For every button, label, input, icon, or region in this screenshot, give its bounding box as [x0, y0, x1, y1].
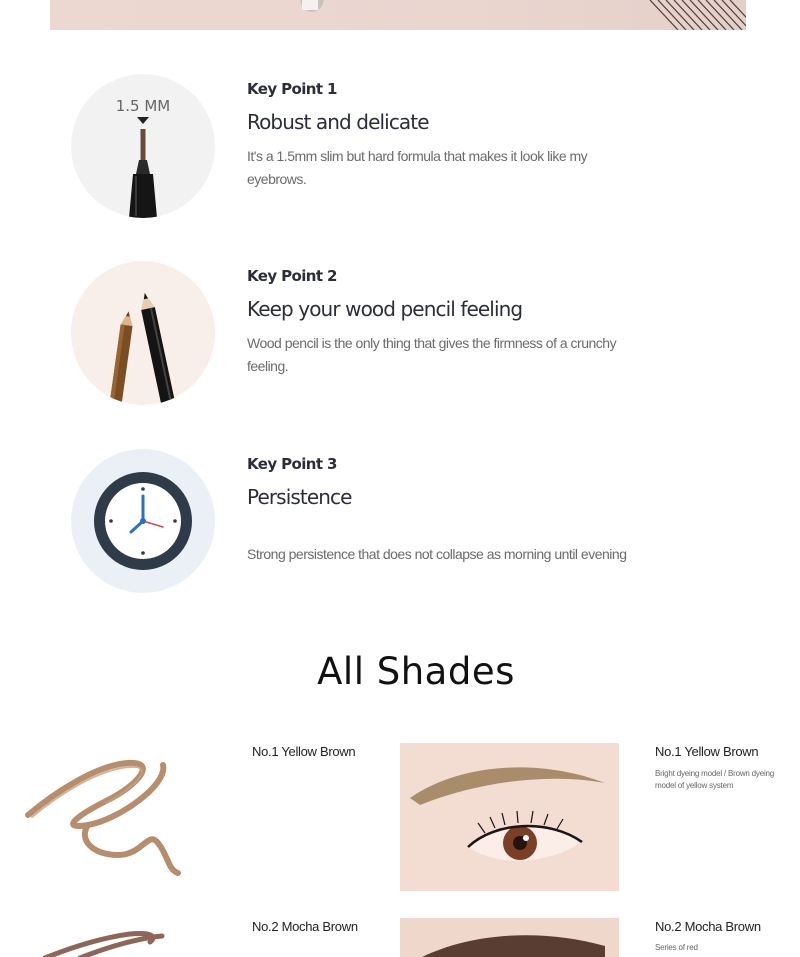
key-point-description: It's a 1.5mm slim but hard formula that makes it look like my eyebrows.: [247, 148, 588, 187]
pencil-tip-icon: [71, 74, 215, 218]
shade-name-model: No.2 Mocha Brown: [655, 919, 761, 934]
key-point-title: Robust and delicate: [247, 110, 429, 134]
swatch-scribble-2: [40, 928, 170, 957]
key-point-2: [0, 261, 800, 411]
key-point-label: Key Point 3: [247, 455, 337, 473]
key-point-description: Wood pencil is the only thing that gives the firmness of a crunchy feeling.: [247, 335, 617, 374]
shade-name-swatch: No.1 Yellow Brown: [252, 744, 356, 759]
tip-size-callout: 1.5 MM: [115, 97, 171, 115]
eye-model-photo-1: [400, 743, 619, 891]
key-point-title: Persistence: [247, 485, 352, 509]
key-point-3: [0, 449, 800, 599]
key-point-description: Strong persistence that does not collapse as morning until evening: [247, 546, 627, 562]
shade-description: Bright dyeing model / Brown dyeing model of yellow system: [655, 769, 775, 790]
key-point-label: Key Point 2: [247, 267, 337, 285]
shade-description: Series of red: [655, 943, 698, 952]
key-point-label: Key Point 1: [247, 80, 337, 98]
key-point-title: Keep your wood pencil feeling: [247, 297, 523, 321]
eye-model-photo-2: [400, 918, 619, 957]
clock-icon: [71, 449, 215, 593]
key-point-1: [0, 74, 800, 224]
wood-pencils-icon: [71, 261, 215, 405]
swatch-scribble-1: [18, 755, 188, 880]
product-banner: [50, 0, 746, 30]
banner-graphic: [50, 0, 746, 30]
section-title: All Shades: [317, 650, 515, 693]
shade-name-model: No.1 Yellow Brown: [655, 744, 759, 759]
shade-name-swatch: No.2 Mocha Brown: [252, 919, 358, 934]
